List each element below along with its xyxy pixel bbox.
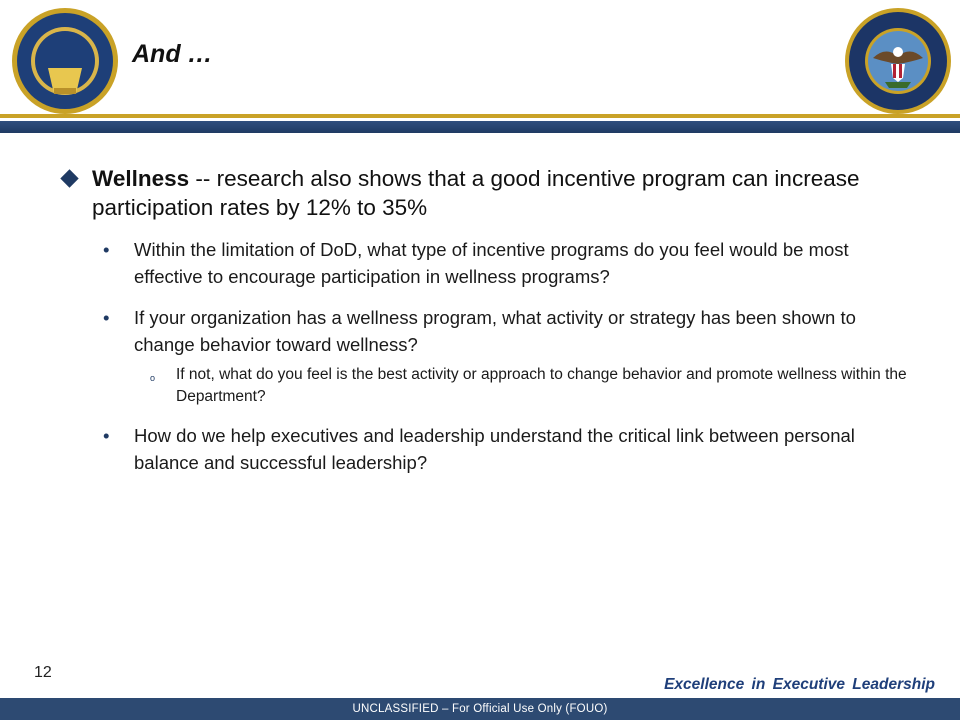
sub-bullet-2 bbox=[60, 304, 920, 358]
classification-bar bbox=[0, 698, 960, 720]
main-bullet-text: -- research also shows that a good incentive program can increase participation rates by 12% to 35% bbox=[92, 166, 860, 220]
sub-bullet-text: If your organization has a wellness program, what activity or strategy has been shown to change behavior toward wellness? bbox=[134, 307, 856, 355]
tagline: Excellence in Executive Leadership bbox=[664, 676, 935, 693]
slide-content bbox=[60, 164, 920, 476]
circle-bullet-icon: o bbox=[150, 373, 156, 383]
sub-bullet-text: Within the limitation of DoD, what type of incentive programs do you feel would be most effective to encourage participation in wellness programs? bbox=[134, 239, 849, 287]
diamond-bullet-icon bbox=[60, 169, 78, 187]
executive-lifecycle-management-seal bbox=[10, 6, 120, 116]
main-bullet bbox=[60, 164, 920, 222]
sub-bullet-1 bbox=[60, 236, 920, 290]
slide-title: And … bbox=[132, 40, 213, 68]
gold-divider bbox=[0, 114, 960, 118]
department-of-defense-seal bbox=[843, 6, 953, 116]
classification-text: UNCLASSIFIED – For Official Use Only (FOUO) bbox=[352, 703, 608, 715]
round-bullet-icon: • bbox=[103, 425, 110, 446]
sub-sub-bullet-text: If not, what do you feel is the best activity or approach to change behavior and promote wellness within the Department? bbox=[176, 366, 907, 405]
sub-sub-bullet bbox=[60, 364, 920, 408]
round-bullet-icon: • bbox=[103, 239, 110, 260]
sub-bullet-text: How do we help executives and leadership understand the critical link between personal balance and successful leadership? bbox=[134, 425, 855, 473]
page-number: 12 bbox=[34, 664, 52, 681]
sub-bullet-3 bbox=[60, 422, 920, 476]
blue-header-bar bbox=[0, 121, 960, 133]
round-bullet-icon: • bbox=[103, 307, 110, 328]
main-bullet-heading: Wellness bbox=[92, 166, 190, 191]
